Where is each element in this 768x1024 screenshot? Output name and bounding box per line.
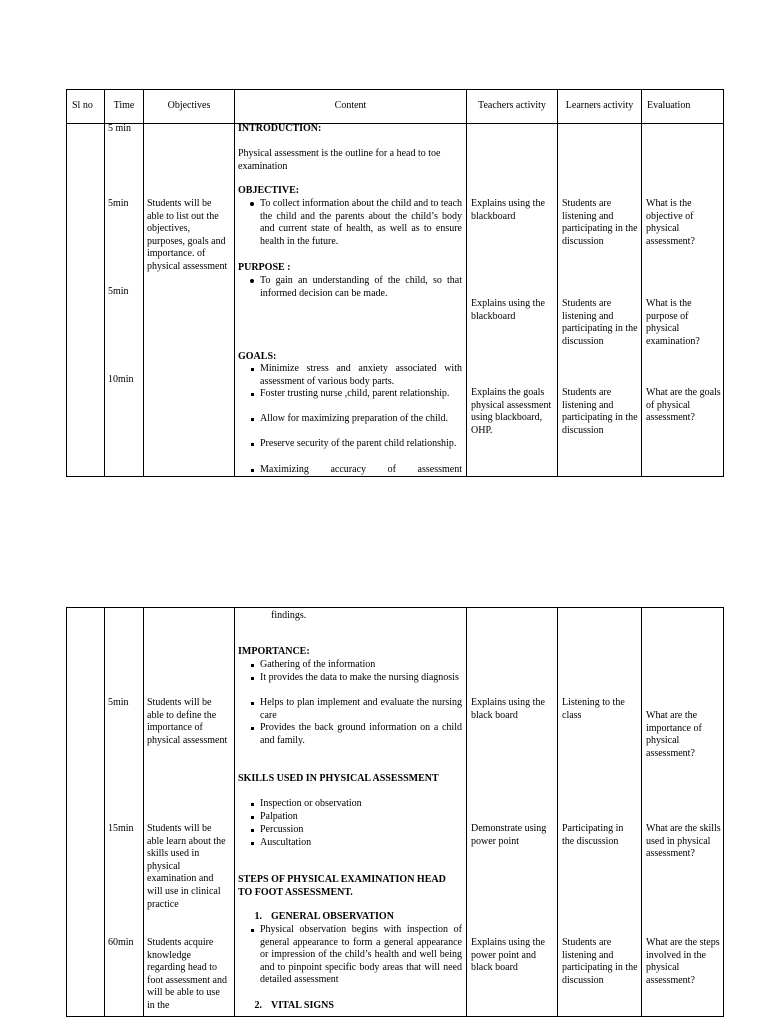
bullet-icon (251, 829, 255, 833)
list-item: Provides the back ground information on a child and family. (238, 722, 462, 747)
objective-heading: OBJECTIVE: (238, 185, 300, 196)
list-item: Allow for maximizing preparation of the child. (238, 413, 462, 426)
bullet-icon (251, 443, 255, 447)
objective-cell: Students will be able to define the importance of physical assessment (147, 697, 228, 746)
evaluation-cell: What are the steps involved in the physical assessment? (646, 937, 720, 986)
numbered-item: 2. VITAL SIGNS (254, 1000, 334, 1011)
objective-cell: Students will be able to list out the objectives, purposes, goals and importance. of physical assessment (147, 198, 228, 272)
header-content: Content (334, 100, 367, 112)
learners-activity-cell: Listening to the class (562, 697, 625, 721)
bullet-icon (251, 677, 255, 681)
header-objectives: Objectives (167, 100, 211, 112)
evaluation-cell: What is the objective of physical assessment? (646, 198, 695, 247)
teachers-activity-cell: Explains using the power point and black board (471, 937, 545, 974)
goals-heading: GOALS: (238, 351, 277, 362)
bullet-icon (251, 664, 255, 668)
list-item: Maximizing accuracy of assessment (238, 464, 462, 476)
time-cell: 15min (108, 823, 134, 834)
teachers-activity-cell: Explains using the blackboard (471, 298, 545, 322)
learners-activity-cell: Students are listening and participating in the discussion (562, 937, 638, 986)
time-cell: 5min (108, 697, 129, 708)
list-item: Helps to plan implement and evaluate the nursing care (238, 697, 462, 722)
header-time: Time (113, 100, 135, 112)
purpose-heading: PURPOSE : (238, 262, 291, 273)
objective-cell: Students will be able learn about the skills used in physical examination and will use in clinical practice (147, 823, 226, 910)
header-learners-activity: Learners activity (565, 100, 634, 112)
evaluation-cell: What are the skills used in physical assessment? (646, 823, 721, 860)
header-evaluation: Evaluation (647, 100, 691, 112)
bullet-icon (251, 418, 255, 422)
learners-activity-cell: Students are listening and participating in the discussion (562, 198, 638, 247)
teachers-activity-cell: Explains using the blackboard (471, 198, 545, 222)
learners-activity-cell: Students are listening and participating in the discussion (562, 298, 638, 347)
list-item: Foster trusting nurse ,child, parent relationship. (238, 388, 462, 401)
list-item: Gathering of the information (238, 659, 462, 672)
bullet-icon (251, 702, 255, 706)
list-item: It provides the data to make the nursing diagnosis (238, 672, 462, 685)
bullet-icon (251, 816, 255, 820)
skills-heading: SKILLS USED IN PHYSICAL ASSESSMENT (238, 773, 439, 784)
lesson-plan-table-2 (66, 607, 724, 1017)
continued-text: findings. (271, 610, 307, 621)
list-item: Minimize stress and anxiety associated with assessment of various body parts. (238, 363, 462, 388)
header-teachers-activity: Teachers activity (478, 100, 546, 112)
list-item: Palpation (238, 811, 462, 824)
introduction-text: Physical assessment is the outline for a head to toe examination (238, 148, 441, 172)
list-item: Physical observation begins with inspection of general appearance to form a general appearance or impression of the child’s health and well being and to pinpoint specific body areas that will need detailed assessment (238, 924, 462, 987)
bullet-icon (250, 202, 254, 206)
lesson-plan-table-1 (66, 89, 724, 477)
steps-heading: STEPS OF PHYSICAL EXAMINATION HEAD TO FOOT ASSESSMENT. (238, 874, 446, 898)
list-item: To gain an understanding of the child, so that informed decision can be made. (238, 275, 462, 300)
teachers-activity-cell: Demonstrate using power point (471, 823, 547, 847)
learners-activity-cell: Students are listening and participating in the discussion (562, 387, 638, 436)
bullet-icon (251, 469, 255, 473)
bullet-icon (251, 727, 255, 731)
introduction-heading: INTRODUCTION: (238, 123, 322, 134)
objective-cell: Students acquire knowledge regarding head to foot assessment and will be able to use in the (147, 937, 227, 1011)
time-cell: 10min (108, 374, 134, 385)
evaluation-cell: What are the importance of physical assessment? (646, 710, 702, 759)
bullet-icon (251, 803, 255, 807)
evaluation-cell: What is the purpose of physical examination? (646, 298, 700, 347)
evaluation-cell: What are the goals of physical assessment? (646, 387, 721, 424)
learners-activity-cell: Participating in the discussion (562, 823, 624, 847)
time-cell: 5min (108, 198, 129, 209)
teachers-activity-cell: Explains using the black board (471, 697, 545, 721)
time-cell: 5min (108, 286, 129, 297)
list-item: To collect information about the child and to teach the child and the parents about the child’s body and current state of health, as well as to ensure health in the future. (238, 198, 462, 248)
bullet-icon (251, 929, 255, 933)
bullet-icon (250, 279, 254, 283)
list-item: Auscultation (238, 837, 462, 850)
numbered-item: 1. GENERAL OBSERVATION (254, 911, 394, 922)
list-item: Inspection or observation (238, 798, 462, 811)
list-item: Percussion (238, 824, 462, 837)
bullet-icon (251, 368, 255, 372)
bullet-icon (251, 842, 255, 846)
teachers-activity-cell: Explains the goals physical assessment using blackboard, OHP. (471, 387, 552, 436)
header-sl-no: Sl no (72, 100, 93, 112)
importance-heading: IMPORTANCE: (238, 646, 310, 657)
bullet-icon (251, 393, 255, 397)
time-cell: 60min (108, 937, 134, 948)
list-item: Preserve security of the parent child relationship. (238, 438, 462, 451)
time-cell: 5 min (108, 123, 132, 134)
